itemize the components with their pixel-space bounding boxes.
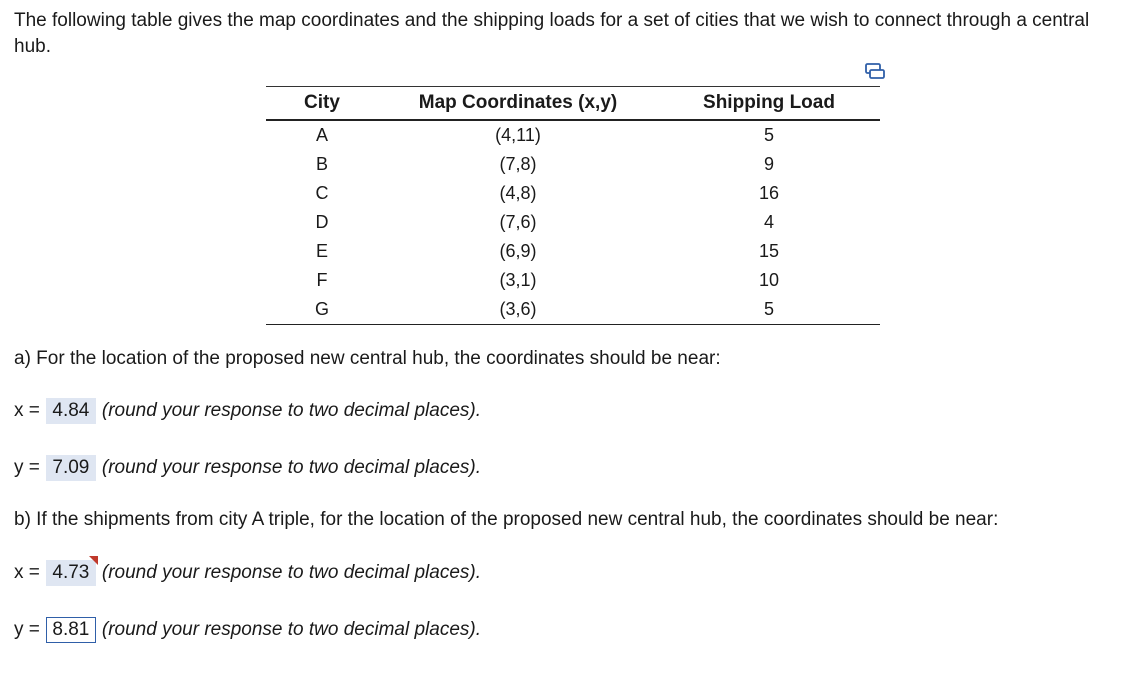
part-a-x-hint: (round your response to two decimal places). [101, 400, 482, 421]
part-a-y-row [14, 455, 481, 481]
load-cell: 5 [658, 295, 880, 325]
table-header-row [266, 87, 880, 121]
table-row [266, 150, 880, 179]
coord-cell: (7,8) [499, 154, 537, 174]
header-city: City [266, 87, 378, 121]
part-b-y-answer-field[interactable]: 8.81 [46, 617, 96, 643]
copy-table-icon[interactable] [864, 62, 886, 80]
table-row [266, 179, 880, 208]
part-a-y-label: y = [14, 457, 40, 478]
load-cell: 16 [758, 183, 780, 203]
part-b-x-label: x = [14, 562, 40, 583]
coord-cell: (6,9) [499, 241, 537, 261]
city-cell: A [315, 125, 328, 145]
coord-cell: (4,8) [499, 183, 537, 203]
part-b-x-row [14, 560, 481, 586]
load-cell: 4 [763, 212, 774, 232]
intro-text: The following table gives the map coordinates and the shipping loads for a set of cities that we wish to connect through a central hub. [14, 10, 1090, 57]
part-a-y-hint: (round your response to two decimal places). [101, 457, 482, 478]
city-cell: F [316, 270, 328, 290]
header-coordinates: Map Coordinates (x,y) [378, 87, 658, 121]
city-cell: B [315, 154, 328, 174]
part-a-x-label: x = [14, 400, 40, 421]
incorrect-flag-icon [89, 556, 98, 565]
city-cell: C [315, 183, 329, 203]
load-cell: 5 [763, 125, 774, 145]
part-b-y-label: y = [14, 619, 40, 640]
part-b-question: b) If the shipments from city A triple, for the location of the proposed new central hub, the coordinates should be near: [14, 509, 999, 530]
load-cell: 9 [763, 154, 774, 174]
coord-cell: (3,6) [378, 295, 658, 325]
shipping-table [266, 86, 880, 325]
city-cell: E [315, 241, 328, 261]
table-row [266, 295, 880, 325]
coord-cell: (4,11) [495, 125, 541, 145]
coord-cell: (7,6) [499, 212, 537, 232]
coord-cell: (3,1) [499, 270, 537, 290]
table-row [266, 237, 880, 266]
load-cell: 10 [758, 270, 780, 290]
table-row [266, 266, 880, 295]
part-b-x-answer-field[interactable] [46, 560, 96, 586]
city-cell: G [266, 295, 378, 325]
part-a-x-answer-field[interactable]: 4.84 [46, 398, 96, 424]
part-b-x-hint: (round your response to two decimal places). [101, 562, 482, 583]
part-a-y-answer-field[interactable]: 7.09 [46, 455, 96, 481]
table-row [266, 208, 880, 237]
header-shipping-load: Shipping Load [658, 87, 880, 121]
part-a-question: a) For the location of the proposed new central hub, the coordinates should be near: [14, 348, 721, 369]
table-row [266, 120, 880, 150]
part-b-x-value: 4.73 [52, 562, 90, 583]
city-cell: D [315, 212, 329, 232]
part-a-x-row [14, 398, 481, 424]
part-b-y-hint: (round your response to two decimal places). [101, 619, 482, 640]
load-cell: 15 [758, 241, 780, 261]
part-b-y-row [14, 617, 481, 643]
